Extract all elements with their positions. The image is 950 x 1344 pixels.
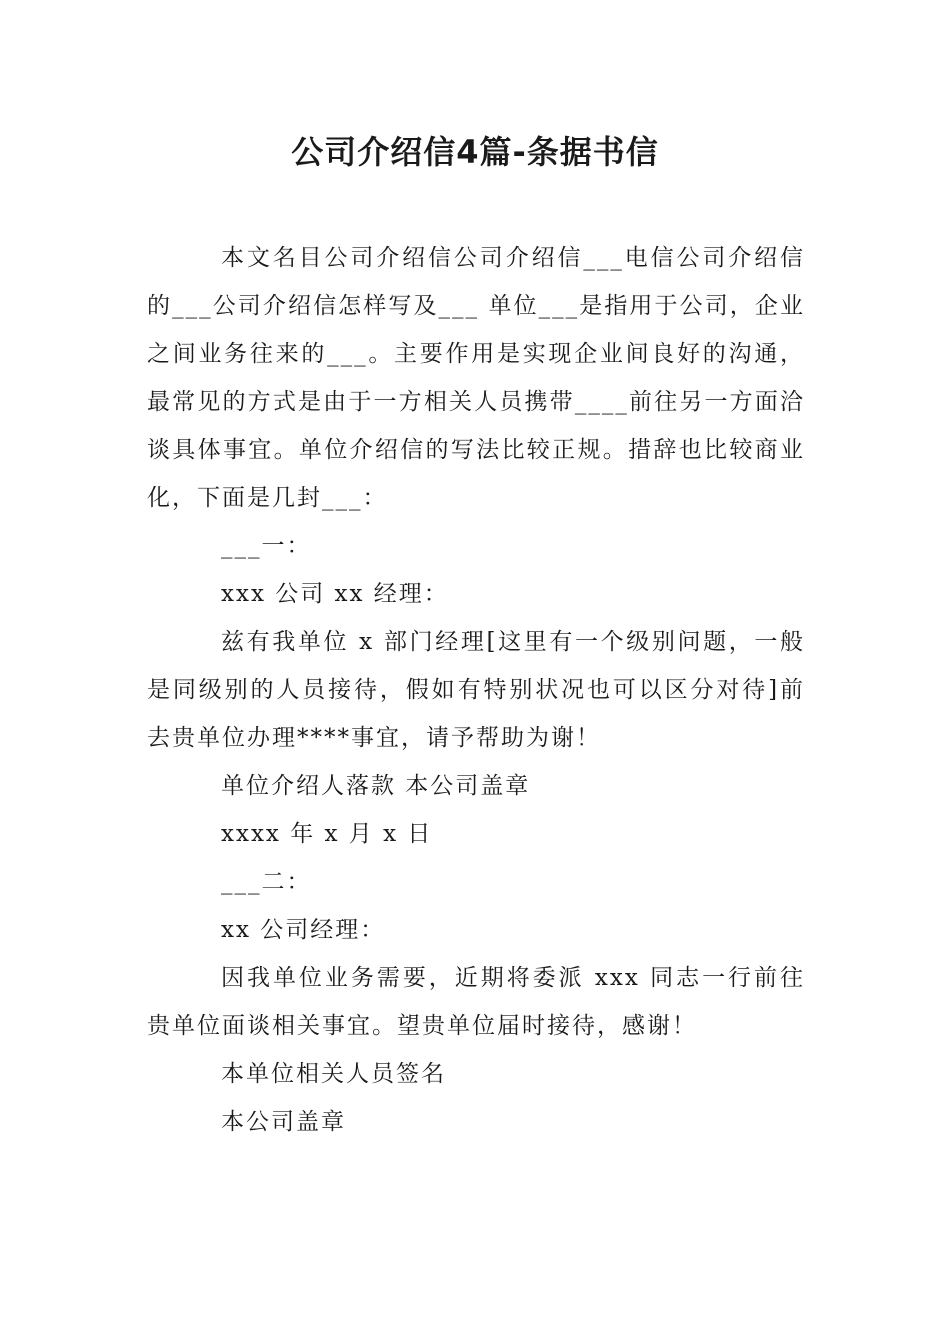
intro-paragraph: 本文名目公司介绍信公司介绍信___电信公司介绍信的___公司介绍信怎样写及___ 单位___是指用于公司，企业之间业务往来的___。主要作用是实现企业间良好的沟通，最常见的方式是由于一方相关人员携带____前往另一方面洽谈具体事宜。单位介绍信的写法比较正规。措辞也比较商业化，下面是几封___：	[147, 245, 805, 511]
document-body	[147, 234, 805, 1146]
letter-two-heading: ___二：	[221, 869, 312, 895]
letter-two-body: 因我单位业务需要，近期将委派 xxx 同志一行前往贵单位面谈相关事宜。望贵单位届时接待，感谢！	[147, 965, 805, 1039]
letter-one-signature: 单位介绍人落款 本公司盖章	[221, 773, 531, 799]
letter-one-heading: ___一：	[221, 533, 312, 559]
letter-two-signer: 本单位相关人员签名	[221, 1061, 446, 1087]
letter-one-body: 兹有我单位 x 部门经理[这里有一个级别问题，一般是同级别的人员接待，假如有特别状况也可以区分对待]前去贵单位办理****事宜，请予帮助为谢！	[147, 629, 805, 751]
letter-one-date: xxxx 年 x 月 x 日	[221, 821, 433, 847]
document-title: 公司介绍信4篇-条据书信	[291, 133, 659, 171]
letter-one-salutation: xxx 公司 xx 经理：	[221, 581, 449, 607]
letter-two-salutation: xx 公司经理：	[221, 917, 386, 943]
letter-two-seal: 本公司盖章	[221, 1109, 346, 1135]
